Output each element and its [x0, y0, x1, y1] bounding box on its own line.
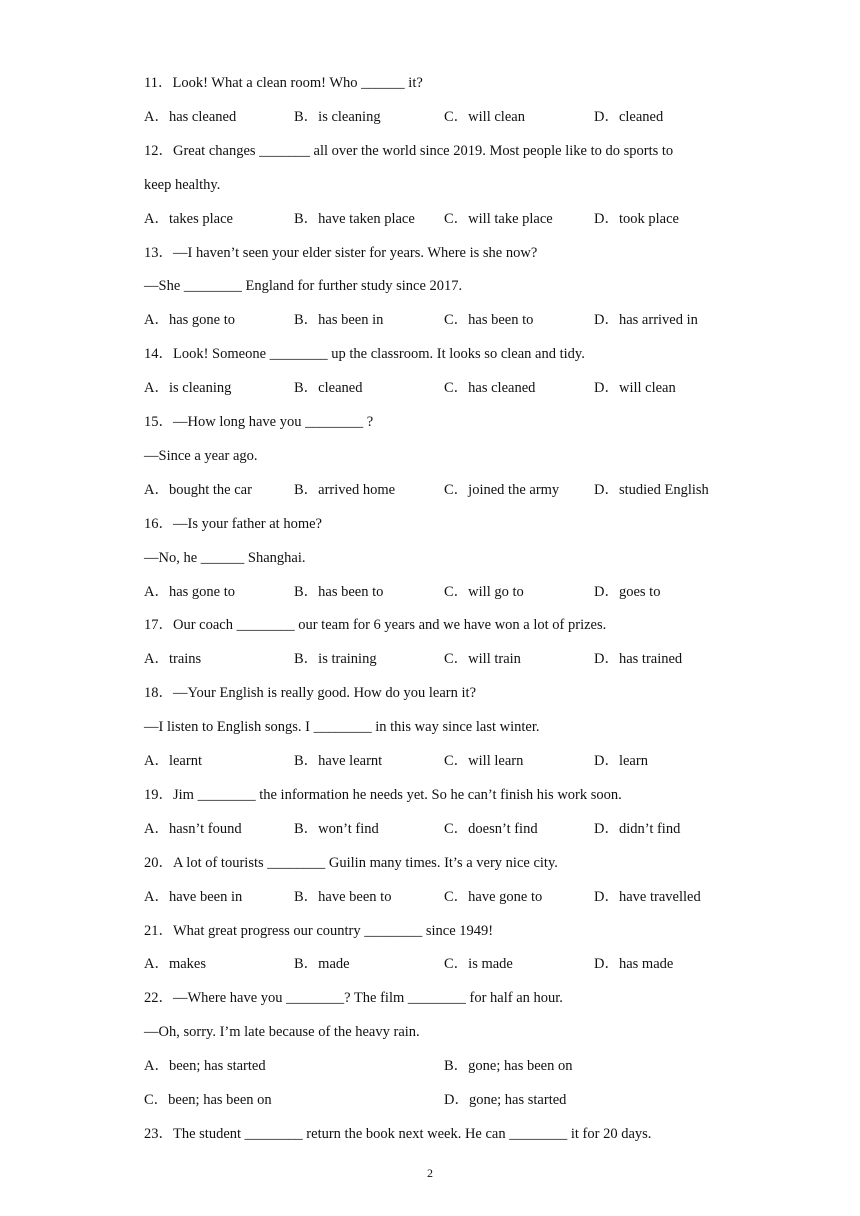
answer-option: B．gone; has been on	[444, 1058, 573, 1075]
question-stem: 12．Great changes _______ all over the world since 2019. Most people like to do sports to	[144, 142, 674, 159]
answer-option: D．studied English	[594, 481, 709, 498]
answer-option: C．is made	[444, 956, 513, 973]
question-stem: 22．—Where have you ________? The film ________ for half an hour.	[144, 990, 563, 1007]
answer-option: A．been; has started	[144, 1058, 266, 1075]
answer-option: A．trains	[144, 651, 202, 668]
answer-option: D．have travelled	[594, 888, 701, 905]
answer-option: B．made	[294, 956, 350, 973]
answer-option: C．has cleaned	[444, 380, 536, 397]
answer-option: C．joined the army	[444, 481, 560, 498]
question-line: —I listen to English songs. I ________ in this way since last winter.	[144, 719, 540, 736]
answer-option: D．didn’t find	[594, 820, 681, 837]
answer-option: A．hasn’t found	[144, 820, 242, 837]
question-stem: 21．What great progress our country ________ since 1949!	[144, 922, 494, 939]
answer-option: D．goes to	[594, 583, 661, 600]
question-stem: 14．Look! Someone ________ up the classroom. It looks so clean and tidy.	[144, 346, 585, 363]
answer-option: D．has made	[594, 956, 674, 973]
answer-option: D．has trained	[594, 651, 683, 668]
answer-option: B．cleaned	[294, 380, 363, 397]
question-line: keep healthy.	[144, 176, 221, 193]
answer-option: A．learnt	[144, 753, 202, 769]
answer-option: B．have taken place	[294, 210, 415, 227]
question-stem: 11．Look! What a clean room! Who ______ it?	[144, 75, 423, 91]
answer-option: C．will take place	[444, 210, 553, 227]
question-line: —No, he ______ Shanghai.	[144, 549, 306, 566]
question-stem: 13．—I haven’t seen your elder sister for years. Where is she now?	[144, 244, 538, 261]
page-number: 2	[427, 1166, 433, 1180]
question-stem: 19．Jim ________ the information he needs yet. So he can’t finish his work soon.	[144, 786, 622, 803]
answer-option: B．has been to	[294, 583, 384, 600]
question-stem: 20．A lot of tourists ________ Guilin many times. It’s a very nice city.	[144, 854, 558, 871]
question-line: —Since a year ago.	[144, 447, 258, 464]
answer-option: D．has arrived in	[594, 312, 698, 329]
answer-option: A．has gone to	[144, 312, 236, 329]
answer-option: A．takes place	[144, 210, 233, 227]
answer-option: B．won’t find	[294, 820, 379, 837]
answer-option: A．have been in	[144, 888, 243, 905]
answer-option: C．will go to	[444, 583, 524, 600]
question-stem: 15．—How long have you ________ ?	[144, 414, 374, 430]
answer-option: B．is cleaning	[294, 108, 381, 125]
question-stem: 23．The student ________ return the book next week. He can ________ it for 20 days.	[144, 1125, 652, 1142]
answer-option: C．has been to	[444, 312, 534, 329]
answer-option: C．been; has been on	[144, 1092, 272, 1108]
answer-option: A．is cleaning	[144, 380, 232, 397]
question-line: —Oh, sorry. I’m late because of the heavy rain.	[144, 1024, 420, 1041]
question-line: —She ________ England for further study since 2017.	[144, 278, 463, 295]
answer-option: D．learn	[594, 753, 648, 769]
answer-option: D．gone; has started	[444, 1092, 567, 1108]
question-stem: 16．—Is your father at home?	[144, 515, 322, 532]
answer-option: A．makes	[144, 956, 207, 973]
answer-option: B．arrived home	[294, 481, 396, 498]
answer-option: D．took place	[594, 210, 679, 227]
answer-option: B．has been in	[294, 312, 384, 329]
answer-option: A．has gone to	[144, 583, 236, 600]
answer-option: B．have been to	[294, 888, 392, 905]
answer-option: C．doesn’t find	[444, 820, 538, 837]
answer-option: C．have gone to	[444, 888, 543, 905]
question-stem: 17．Our coach ________ our team for 6 years and we have won a lot of prizes.	[144, 617, 607, 634]
answer-option: D．will clean	[594, 380, 676, 397]
answer-option: D．cleaned	[594, 108, 664, 125]
answer-option: B．is training	[294, 651, 377, 668]
answer-option: C．will clean	[444, 108, 525, 125]
answer-option: C．will learn	[444, 753, 524, 769]
answer-option: A．bought the car	[144, 481, 252, 498]
answer-option: C．will train	[444, 651, 521, 668]
question-stem: 18．—Your English is really good. How do you learn it?	[144, 685, 476, 702]
answer-option: A．has cleaned	[144, 108, 237, 125]
answer-option: B．have learnt	[294, 753, 383, 769]
